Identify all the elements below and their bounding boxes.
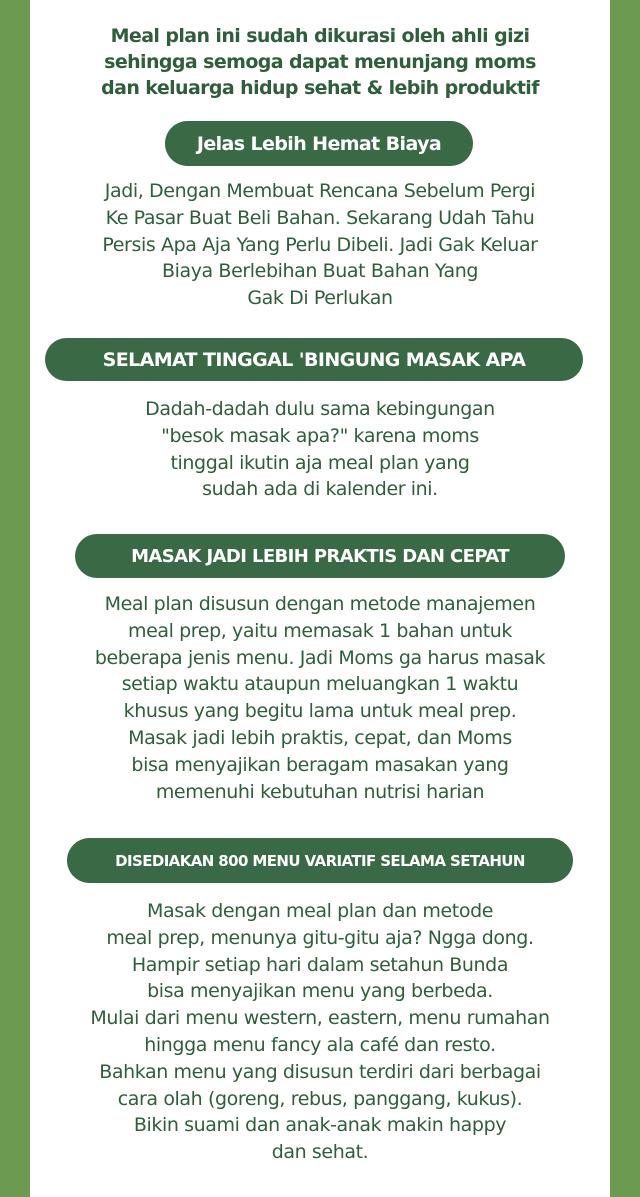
section-text-praktis-cepat <box>0 591 640 805</box>
text-line: Mulai dari menu western, eastern, menu rumahan <box>90 1007 550 1030</box>
text-line: Biaya Berlebihan Buat Bahan Yang <box>161 260 479 283</box>
text-line: beberapa jenis menu. Jadi Moms ga harus masak <box>94 646 546 669</box>
text-line: bisa menyajikan beragam masakan yang <box>131 753 509 776</box>
text-line: Masak dengan meal plan dan metode <box>146 900 494 922</box>
text-line: Ke Pasar Buat Beli Bahan. Sekarang Udah Tahu <box>105 206 535 229</box>
text-line: meal prep, yaitu memasak 1 bahan untuk <box>127 619 513 642</box>
text-line: Meal plan disusun dengan metode manajemen <box>104 593 536 615</box>
text-line: tinggal ikutin aja meal plan yang <box>170 451 470 474</box>
text-line: khusus yang begitu lama untuk meal prep. <box>123 700 517 723</box>
text-line: memenuhi kebutuhan nutrisi harian <box>155 780 485 803</box>
text-line: Gak Di Perlukan <box>247 287 393 310</box>
section-title-praktis-cepat: MASAK JADI LEBIH PRAKTIS DAN CEPAT <box>75 534 565 578</box>
section-text-hemat-biaya <box>0 178 640 312</box>
text-line: meal prep, menunya gitu-gitu aja? Ngga dong. <box>106 926 534 949</box>
text-line: Masak jadi lebih praktis, cepat, dan Moms <box>128 726 512 749</box>
text-line: hingga menu fancy ala café dan resto. <box>144 1033 496 1056</box>
section-title-hemat-biaya: Jelas Lebih Hemat Biaya <box>165 121 473 166</box>
text-line: sudah ada di kalender ini. <box>202 478 438 501</box>
intro-text <box>0 23 640 101</box>
text-line: cara olah (goreng, rebus, panggang, kukus). <box>117 1087 523 1110</box>
text-line: "besok masak apa?" karena moms <box>161 424 479 447</box>
text-line: Hampir setiap hari dalam setahun Bunda <box>131 953 509 976</box>
intro-line: dan keluarga hidup sehat & lebih produktif <box>101 77 539 99</box>
section-title-bingung-masak: SELAMAT TINGGAL 'BINGUNG MASAK APA <box>45 338 583 381</box>
text-line: Dadah-dadah dulu sama kebingungan <box>145 398 495 420</box>
text-line: dan sehat. <box>271 1141 369 1164</box>
section-text-800-menu <box>0 898 640 1166</box>
section-text-bingung-masak <box>0 396 640 503</box>
section-title-800-menu: DISEDIAKAN 800 MENU VARIATIF SELAMA SETAHUN <box>67 838 573 883</box>
text-line: Jadi, Dengan Membuat Rencana Sebelum Pergi <box>104 180 536 202</box>
intro-line: Meal plan ini sudah dikurasi oleh ahli gizi <box>110 25 530 47</box>
text-line: bisa menyajikan menu yang berbeda. <box>147 980 493 1003</box>
text-line: Bikin suami dan anak-anak makin happy <box>133 1114 507 1137</box>
intro-line: sehingga semoga dapat menunjang moms <box>104 51 536 73</box>
text-line: Persis Apa Aja Yang Perlu Dibeli. Jadi Gak Keluar <box>102 233 538 256</box>
text-line: Bahkan menu yang disusun terdiri dari berbagai <box>99 1060 541 1083</box>
text-line: setiap waktu ataupun meluangkan 1 waktu <box>121 673 519 696</box>
